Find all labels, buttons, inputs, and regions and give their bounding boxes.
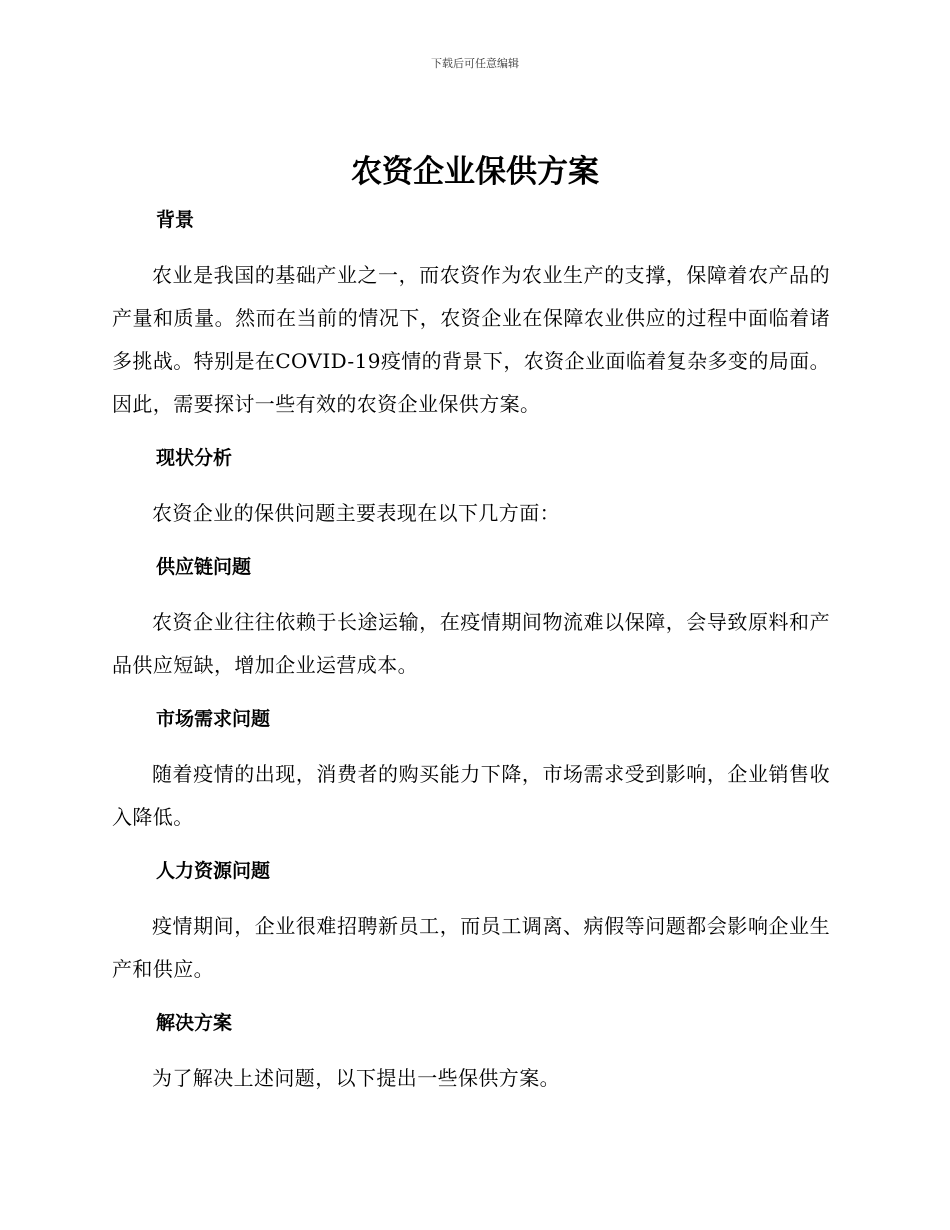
section-heading-status-analysis: 现状分析 <box>156 447 233 469</box>
section-heading-supply-chain: 供应链问题 <box>156 556 252 578</box>
header-note: 下载后可任意编辑 <box>431 57 519 70</box>
section-paragraph-background: 农业是我国的基础产业之一，而农资作为农业生产的支撑，保障着农产品的产量和质量。然而在当前的情况下，农资企业在保障农业供应的过程中面临着诸多挑战。特别是在COVID-19疫情的背景下，农资企业面临着复杂多变的局面。因此，需要探讨一些有效的农资企业保供方案。 <box>112 263 830 416</box>
section-heading-background: 背景 <box>156 209 195 231</box>
section-paragraph-status-analysis: 农资企业的保供问题主要表现在以下几方面： <box>152 501 560 525</box>
document-title: 农资企业保供方案 <box>351 154 599 190</box>
section-paragraph-market-demand: 随着疫情的出现，消费者的购买能力下降，市场需求受到影响，企业销售收入降低。 <box>112 762 830 829</box>
section-paragraph-human-resources: 疫情期间，企业很难招聘新员工，而员工调离、病假等问题都会影响企业生产和供应。 <box>112 914 830 981</box>
section-heading-solutions: 解决方案 <box>156 1012 233 1034</box>
section-heading-market-demand: 市场需求问题 <box>156 708 271 730</box>
section-heading-human-resources: 人力资源问题 <box>156 860 271 882</box>
section-paragraph-supply-chain: 农资企业往往依赖于长途运输，在疫情期间物流难以保障，会导致原料和产品供应短缺，增加企业运营成本。 <box>112 610 830 677</box>
document-body <box>112 200 830 1100</box>
section-paragraph-solutions: 为了解决上述问题，以下提出一些保供方案。 <box>152 1066 560 1090</box>
